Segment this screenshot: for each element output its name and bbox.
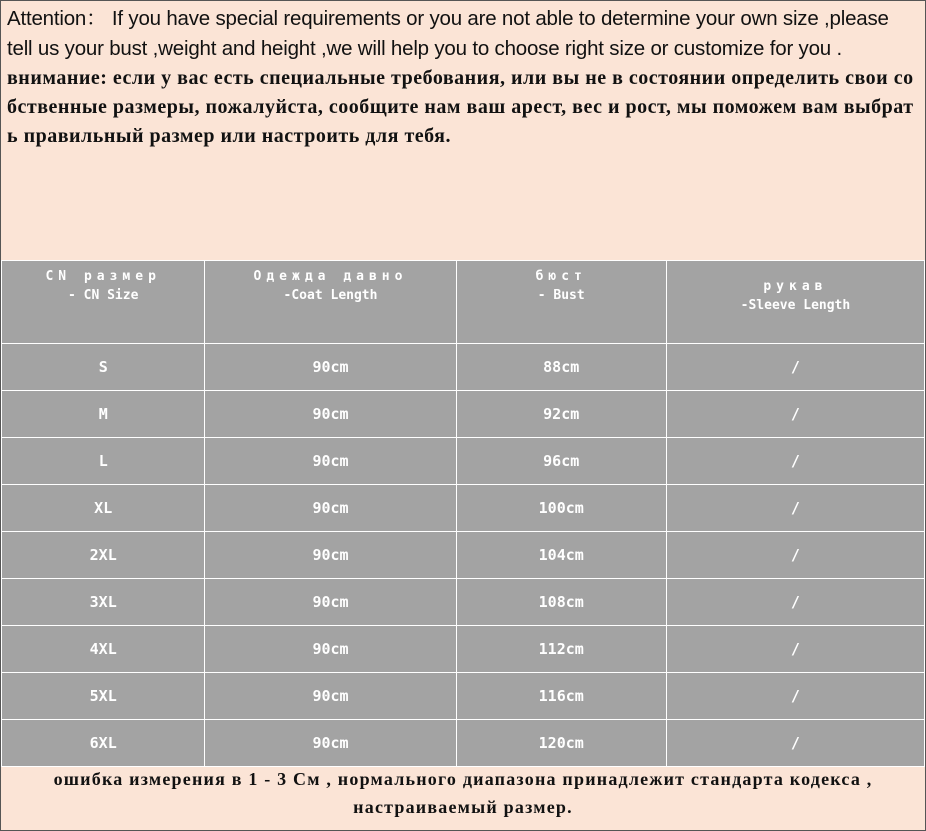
- cell-bust: 92cm: [456, 391, 666, 438]
- header-sleeve-length-ru: рукав: [763, 279, 828, 294]
- header-size: [2, 261, 205, 344]
- table-row: [2, 344, 925, 391]
- cell-size: 5XL: [2, 673, 205, 720]
- table-row: [2, 673, 925, 720]
- cell-sleeve-length: /: [666, 720, 924, 767]
- header-sleeve-length-en: -Sleeve Length: [740, 298, 851, 313]
- cell-bust: 108cm: [456, 579, 666, 626]
- cell-size: 4XL: [2, 626, 205, 673]
- header-coat-length-ru: Одежда давно: [253, 269, 408, 284]
- cell-sleeve-length: /: [666, 579, 924, 626]
- table-row: [2, 391, 925, 438]
- cell-bust: 120cm: [456, 720, 666, 767]
- notice-russian: внимание: если у вас есть специальные требования, или вы не в состоянии определить свои собственные размеры, пожалуйста, сообщите нам ваш арест, вес и рост, мы поможем вам выбрать правильный размер или настроить для тебя.: [7, 67, 914, 147]
- table-row: [2, 438, 925, 485]
- cell-size: M: [2, 391, 205, 438]
- cell-coat-length: 90cm: [205, 391, 456, 438]
- cell-bust: 96cm: [456, 438, 666, 485]
- cell-coat-length: 90cm: [205, 673, 456, 720]
- cell-size: S: [2, 344, 205, 391]
- header-bust-en: - Bust: [537, 288, 585, 303]
- cell-bust: 100cm: [456, 485, 666, 532]
- table-row: [2, 626, 925, 673]
- table-header-row: [2, 261, 925, 344]
- cell-size: 2XL: [2, 532, 205, 579]
- cell-coat-length: 90cm: [205, 626, 456, 673]
- cell-sleeve-length: /: [666, 344, 924, 391]
- notice-section: [1, 1, 925, 259]
- header-bust-ru: бюст: [535, 269, 587, 284]
- cell-coat-length: 90cm: [205, 720, 456, 767]
- header-coat-length-en: -Coat Length: [283, 288, 378, 303]
- table-row: [2, 532, 925, 579]
- cell-bust: 104cm: [456, 532, 666, 579]
- table-row: [2, 579, 925, 626]
- cell-size: XL: [2, 485, 205, 532]
- table-row: [2, 485, 925, 532]
- cell-size: L: [2, 438, 205, 485]
- cell-coat-length: 90cm: [205, 438, 456, 485]
- cell-size: 3XL: [2, 579, 205, 626]
- header-bust: [456, 261, 666, 344]
- header-size-en: - CN Size: [67, 288, 139, 303]
- cell-sleeve-length: /: [666, 485, 924, 532]
- cell-sleeve-length: /: [666, 438, 924, 485]
- size-table: [1, 260, 925, 767]
- header-sleeve-length: [666, 261, 924, 344]
- header-coat-length: [205, 261, 456, 344]
- cell-sleeve-length: /: [666, 673, 924, 720]
- header-size-ru: CN размер: [45, 269, 161, 284]
- cell-sleeve-length: /: [666, 626, 924, 673]
- cell-coat-length: 90cm: [205, 344, 456, 391]
- cell-coat-length: 90cm: [205, 579, 456, 626]
- cell-sleeve-length: /: [666, 532, 924, 579]
- cell-bust: 88cm: [456, 344, 666, 391]
- cell-bust: 116cm: [456, 673, 666, 720]
- measurement-note: ошибка измерения в 1 - 3 См , нормального диапазона принадлежит стандарта кодекса , настраиваемый размер.: [53, 769, 873, 817]
- cell-sleeve-length: /: [666, 391, 924, 438]
- cell-coat-length: 90cm: [205, 485, 456, 532]
- cell-size: 6XL: [2, 720, 205, 767]
- cell-coat-length: 90cm: [205, 532, 456, 579]
- notice-english: Attention： If you have special requirements or you are not able to determine your own size ,please tell us your bust ,weight and height ,we will help you to choose right size or customize for you .: [7, 7, 889, 60]
- cell-bust: 112cm: [456, 626, 666, 673]
